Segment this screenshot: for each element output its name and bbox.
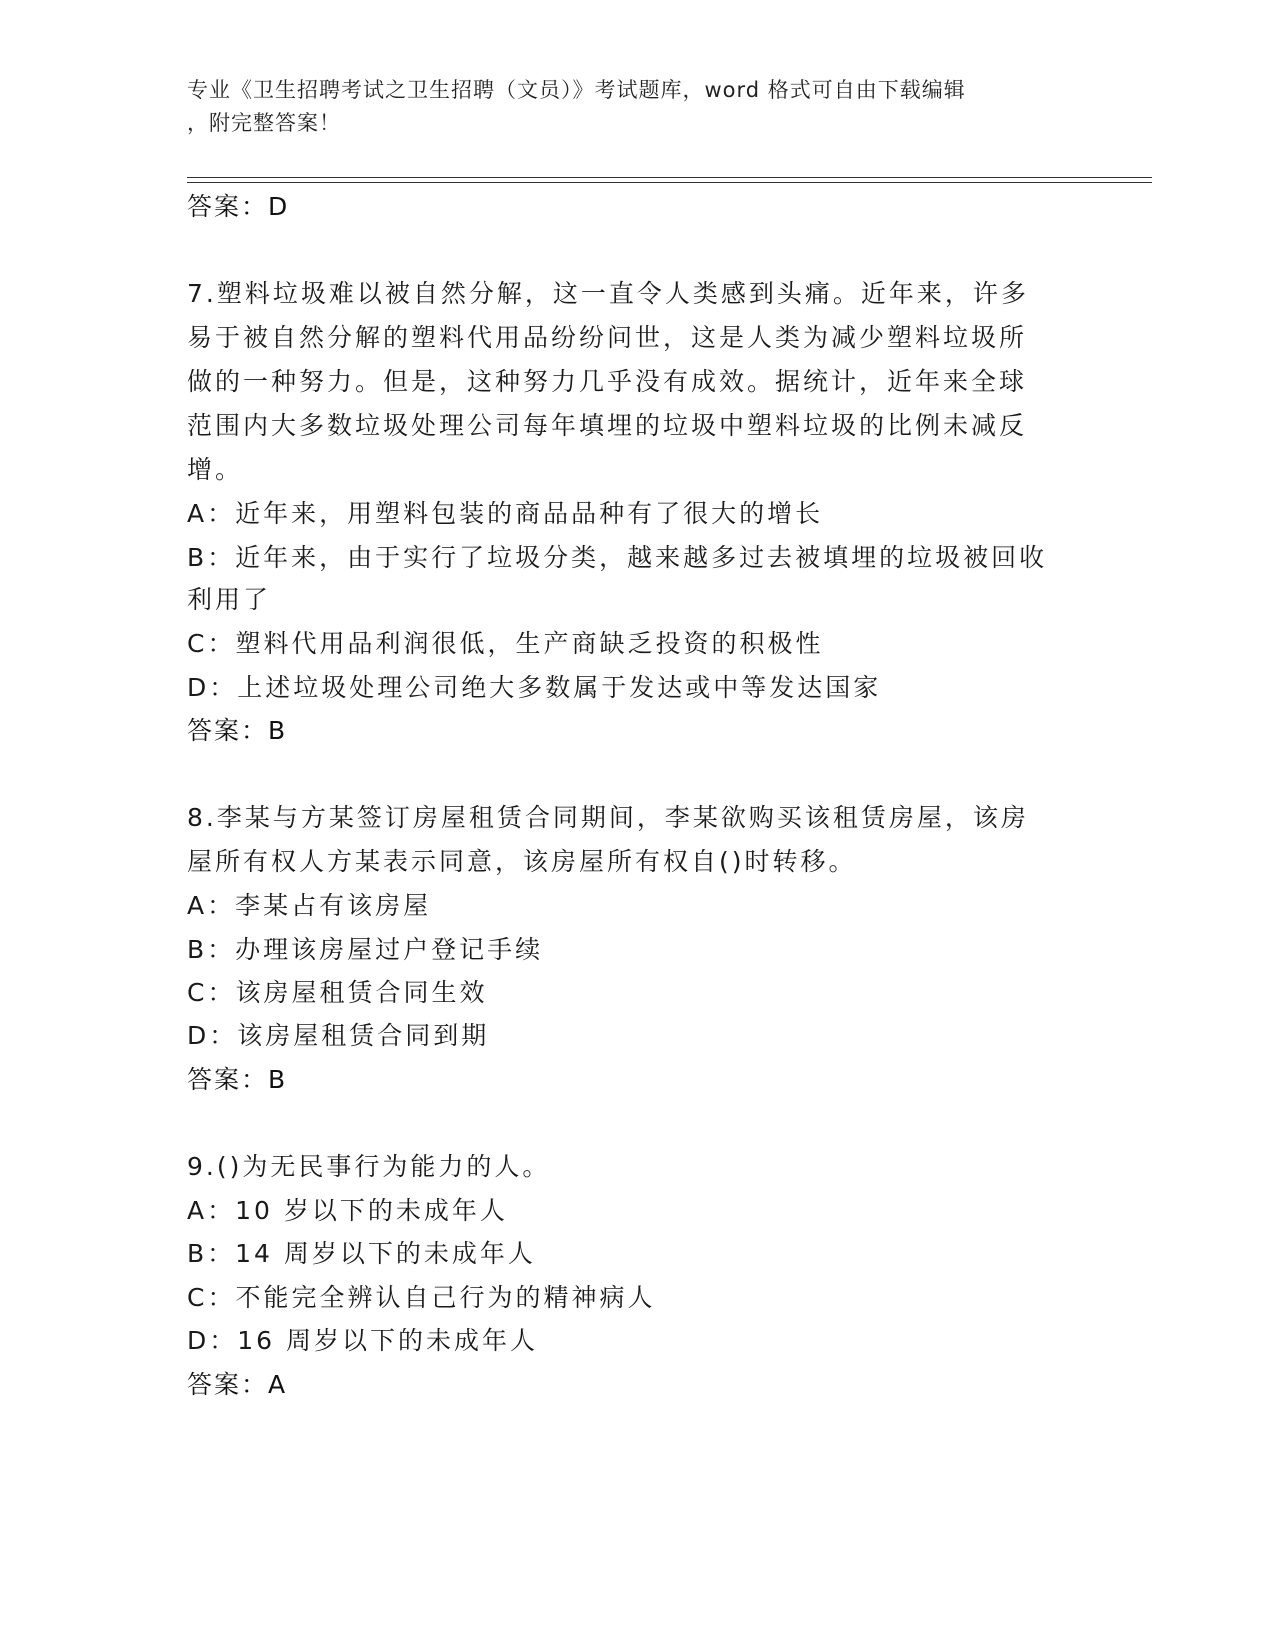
document-header [187,74,1087,140]
question-9-option-a: A：10 岁以下的未成年人 [187,1196,508,1225]
header-divider-top [187,177,1152,178]
question-8-option-d: D：该房屋租赁合同到期 [187,1021,490,1050]
header-line-2: ，附完整答案！ [187,111,341,135]
question-7-option-b-cont: 利用了 [187,585,272,614]
question-7-stem-line-5: 增。 [187,455,244,484]
question-7-stem-line-2: 易于被自然分解的塑料代用品纷纷问世，这是人类为减少塑料垃圾所 [187,323,1028,352]
question-9-answer: 答案：A [187,1370,288,1399]
question-7-stem-line-1: 7.塑料垃圾难以被自然分解，这一直令人类感到头痛。近年来，许多 [187,279,1029,308]
question-9-option-c: C：不能完全辨认自己行为的精神病人 [187,1283,656,1312]
question-7-stem-line-4: 范围内大多数垃圾处理公司每年填埋的垃圾中塑料垃圾的比例未减反 [187,411,1028,440]
question-8-answer: 答案：B [187,1065,288,1094]
previous-answer: 答案：D [187,192,290,221]
question-8-option-a: A：李某占有该房屋 [187,891,432,920]
header-divider-bottom [187,182,1152,183]
question-7-answer: 答案：B [187,716,288,745]
question-8-option-c: C：该房屋租赁合同生效 [187,978,488,1007]
question-7-option-c: C：塑料代用品利润很低，生产商缺乏投资的积极性 [187,629,824,658]
question-9-option-d: D：16 周岁以下的未成年人 [187,1326,539,1355]
question-7-option-a: A：近年来，用塑料包装的商品品种有了很大的增长 [187,499,824,528]
question-9-stem-line-1: 9.()为无民事行为能力的人。 [187,1152,551,1181]
header-line-1: 专业《卫生招聘考试之卫生招聘（文员）》考试题库，word 格式可自由下载编辑 [187,78,966,102]
question-8-stem-line-2: 屋所有权人方某表示同意，该房屋所有权自()时转移。 [187,847,857,876]
question-8-stem-line-1: 8.李某与方某签订房屋租赁合同期间，李某欲购买该租赁房屋，该房 [187,803,1029,832]
question-7-stem-line-3: 做的一种努力。但是，这种努力几乎没有成效。据统计，近年来全球 [187,367,1028,396]
question-7-option-b: B：近年来，由于实行了垃圾分类，越来越多过去被填埋的垃圾被回收 [187,543,1048,572]
question-9-option-b: B：14 周岁以下的未成年人 [187,1239,536,1268]
question-7-option-d: D：上述垃圾处理公司绝大多数属于发达或中等发达国家 [187,673,882,702]
question-8-option-b: B：办理该房屋过户登记手续 [187,935,544,964]
